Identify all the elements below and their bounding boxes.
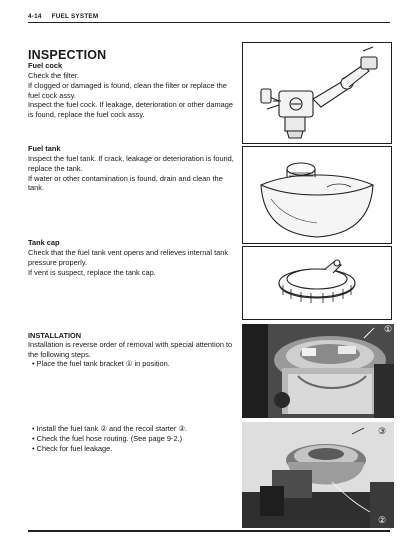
text-line: Check that the fuel tank vent opens and relieves internal tank [28,248,229,257]
callout-1: ① [384,324,393,334]
text-line: If vent is suspect, replace the tank cap. [28,267,156,277]
bullet-item: • Install the fuel tank ② and the recoil starter ③. [32,424,188,433]
callout-2: ② [378,515,387,525]
installation-heading: INSTALLATION [28,331,82,340]
tank-cap-illustration [243,247,391,319]
bracket-photo [242,324,394,418]
fuel-tank-figure [242,146,392,244]
text-line: Check the filter. [28,71,79,80]
tank-cap-text [28,248,234,277]
text-line: fuel cock assy. [28,90,76,100]
installation-text [28,340,234,360]
text-line: If clogged or damaged is found, clean the filter or replace the [28,80,227,90]
bullet-item: • Check for fuel leakage. [32,444,113,453]
callout-3: ③ [378,426,387,436]
tank-install-photo [242,422,394,528]
text-line: Installation is reverse order of removal with special attention to [28,340,233,349]
installation-step-1 [32,359,242,369]
installation-steps-2 [32,424,242,454]
text-line: the following steps. [28,349,91,359]
fuel-tank-heading: Fuel tank [28,144,61,153]
page-header [28,13,98,20]
bullet-item: • Place the fuel tank bracket ① in position. [32,359,170,368]
section-title: FUEL SYSTEM [51,13,99,20]
page-number: 4-14 [28,13,42,20]
text-line: Inspect the fuel cock. If leakage, deterioration or other damage [28,100,234,110]
tank-cap-heading: Tank cap [28,238,60,247]
header-rule [28,22,390,23]
text-line: is found, replace the fuel cock assy. [28,110,145,120]
tank-install-photo-render [242,422,394,528]
tank-cap-figure [242,246,392,320]
fuel-cock-figure [242,42,392,144]
bracket-photo-render [242,324,394,418]
inspection-title: INSPECTION [28,48,107,62]
bullet-item: • Check the fuel hose routing. (See page 9-2.) [32,434,183,443]
fuel-tank-illustration [243,147,391,243]
fuel-cock-text [28,71,234,120]
text-line: Inspect the fuel tank. If crack, leakage or deterioration is found, [28,154,234,163]
text-line: tank. [28,183,45,193]
footer-rule [28,530,390,532]
text-line: pressure properly. [28,257,88,267]
fuel-cock-heading: Fuel cock [28,61,63,70]
fuel-cock-illustration [243,43,391,143]
fuel-tank-text [28,154,234,193]
text-line: If water or other contamination is found, drain and clean the [28,173,223,183]
text-line: replace the tank. [28,163,83,173]
